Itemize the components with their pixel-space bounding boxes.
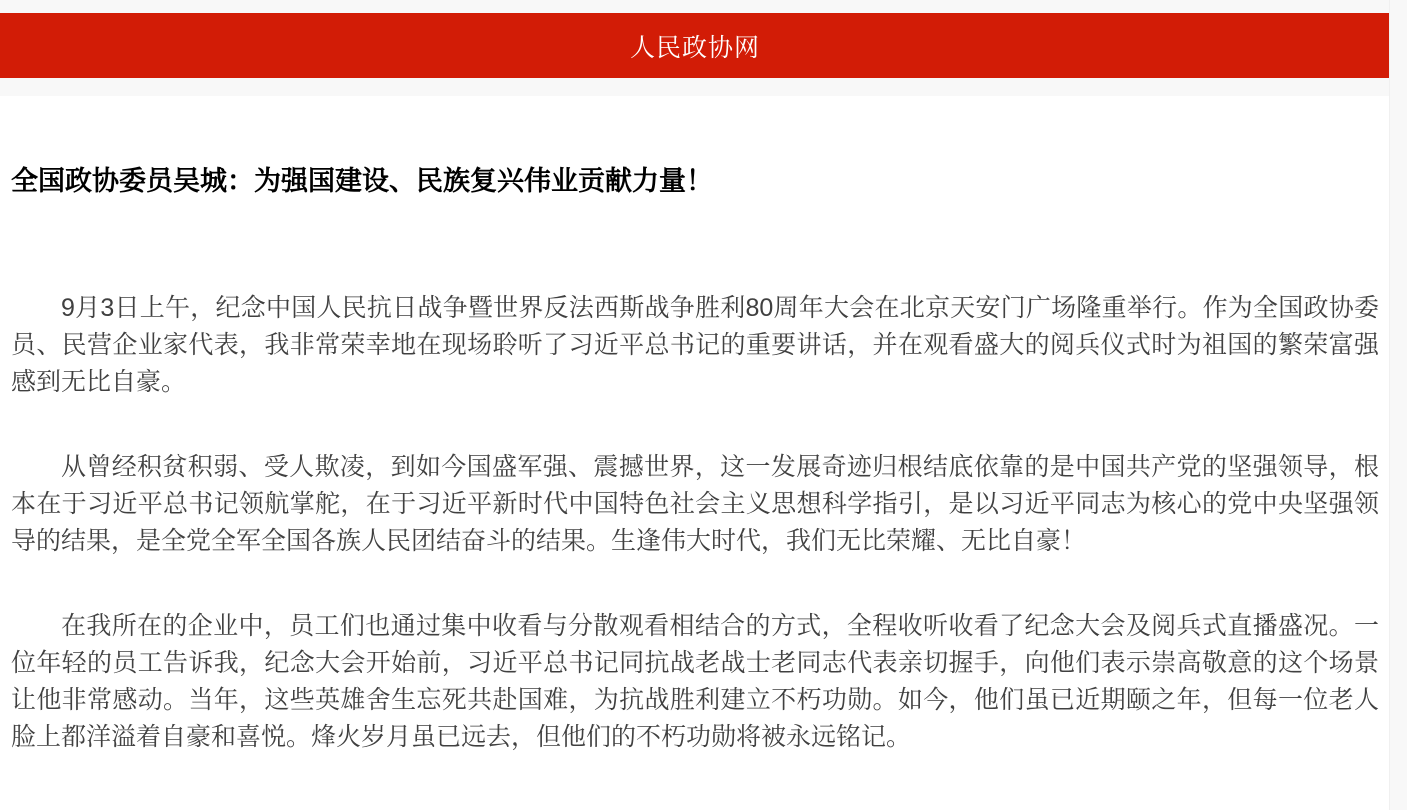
article-title: 全国政协委员吴城：为强国建设、民族复兴伟业贡献力量！ bbox=[11, 166, 713, 196]
article-paragraph: 在我所在的企业中，员工们也通过集中收看与分散观看相结合的方式，全程收听收看了纪念大会及阅兵式直播盛况。一位年轻的员工告诉我，纪念大会开始前，习近平总书记同抗战老战士老同志代表亲切握手，向他们表示崇高敬意的这个场景让他非常感动。当年，这些英雄舍生忘死共赴国难，为抗战胜利建立不朽功勋。如今，他们虽已近期颐之年，但每一位老人脸上都洋溢着自豪和喜悦。烽火岁月虽已远去，但他们的不朽功勋将被永远铭记。 bbox=[11, 612, 1379, 751]
article-content bbox=[0, 96, 1390, 810]
site-banner bbox=[0, 13, 1390, 78]
article-paragraph: 9月3日上午，纪念中国人民抗日战争暨世界反法西斯战争胜利80周年大会在北京天安门广场隆重举行。作为全国政协委员、民营企业家代表，我非常荣幸地在现场聆听了习近平总书记的重要讲话，并在观看盛大的阅兵仪式时为祖国的繁荣富强感到无比自豪。 bbox=[11, 294, 1379, 396]
article-paragraph: 从曾经积贫积弱、受人欺凌，到如今国盛军强、震撼世界，这一发展奇迹归根结底依靠的是中国共产党的坚强领导，根本在于习近平总书记领航掌舵，在于习近平新时代中国特色社会主义思想科学指引，是以习近平同志为核心的党中央坚强领导的结果，是全党全军全国各族人民团结奋斗的结果。生逢伟大时代，我们无比荣耀、无比自豪！ bbox=[11, 453, 1379, 555]
article-body bbox=[11, 290, 1379, 756]
site-name-link[interactable]: 人民政协网 bbox=[629, 33, 760, 62]
vertical-scrollbar[interactable] bbox=[1389, 0, 1407, 810]
